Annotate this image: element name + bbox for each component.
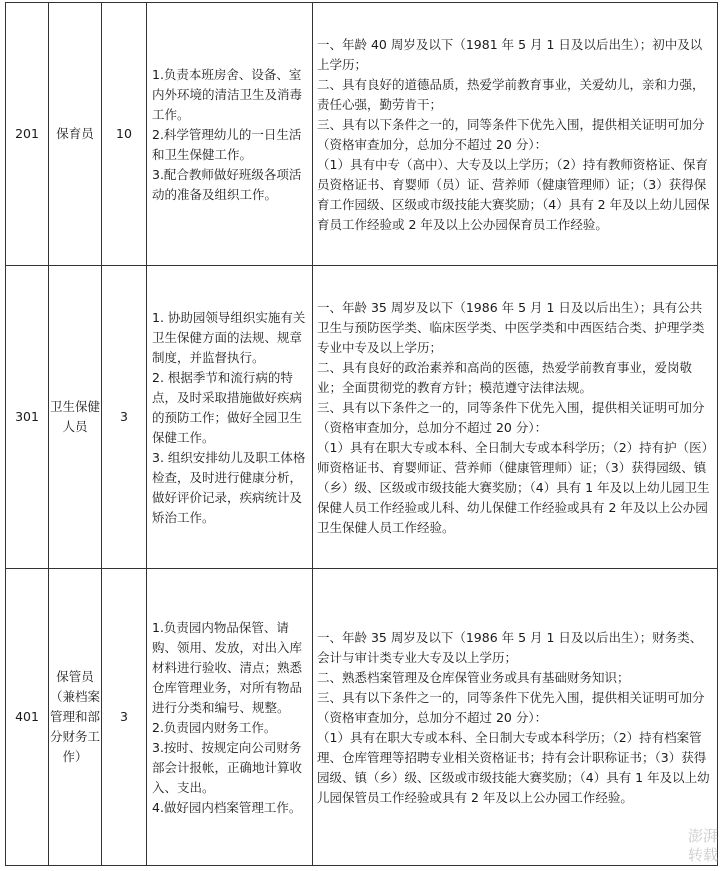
position-name: 卫生保健人员: [49, 266, 102, 569]
watermark-line-1: 澎湃: [687, 827, 718, 845]
job-duties-text: 1.负责本班房舍、设备、室内外环境的清洁卫生及消毒工作。 2.科学管理幼儿的一日生活和卫生保健工作。 3.配合教师做好班级各项活动的准备及组织工作。: [152, 66, 303, 202]
position-code: 201: [6, 3, 49, 266]
hiring-count: 10: [102, 3, 147, 266]
job-duties-text: 1. 协助园领导组织实施有关卫生保健方面的法规、规章制度，并监督执行。 2. 根据季节和流行病的特点，及时采取措施做好疾病的预防工作；做好全园卫生保健工作。 3. 组织安排幼儿及职工体格检查，及时进行健康分析，做好评价记录，疾病统计及矫治工作。: [152, 309, 306, 525]
position-code: 401: [6, 569, 49, 866]
hiring-count: 3: [102, 569, 147, 866]
position-code: 301: [6, 266, 49, 569]
job-requirements: [313, 266, 718, 569]
job-requirements-table: [5, 2, 718, 866]
watermark-line-2: 转载: [687, 846, 718, 864]
job-requirements-text: 一、年龄 35 周岁及以下（1986 年 5 月 1 日及以后出生）；财务类、会计与审计类专业大专及以上学历； 二、熟悉档案管理及仓库保管业务或具有基础财务知识； 三、具有以下条件之一的，同等条件下优先入围，提供相关证明可加分（资格审查加分，总加分不超过 20 分）： （1）具有在职大专或本科、全日制大专或本科学历；（2）持有档案管理、仓库管理等招聘专业相关资格证书；持有会计职称证书；（3）获得园级、镇（乡）级、区级或市级技能大赛奖励；（4）具有 1 年及以上幼儿园保管员工作经验或具有 2 年及以上公办园工作经验。: [317, 629, 710, 805]
watermark: [688, 827, 718, 865]
job-duties-text: 1.负责园内物品保管、请购、领用、发放，对出入库材料进行验收、清点；熟悉仓库管理业务，对所有物品进行分类和编号、规整。 2.负责园内财务工作。 3.按时、按规定向公司财务部会计报帐，正确地计算收入、支出。 4.做好园内档案管理工作。: [152, 619, 303, 815]
hiring-count: 3: [102, 266, 147, 569]
job-duties: [147, 3, 313, 266]
job-requirements-text: 一、年龄 40 周岁及以下（1981 年 5 月 1 日及以后出生）；初中及以上学历； 二、具有良好的道德品质，热爱学前教育事业，关爱幼儿，亲和力强，责任心强，勤劳肯干； 三、具有以下条件之一的，同等条件下优先入围，提供相关证明可加分（资格审查加分，总加分不超过 20 分）： （1）具有中专（高中）、大专及以上学历；（2）持有教师资格证、保育员资格证书、育婴师（员）证、营养师（健康管理师）证；（3）获得保育工作园级、区级或市级技能大赛奖励；（4）具有 2 年及以上幼儿园保育员工作经验或 2 年及以上公办园保育员工作经验。: [317, 36, 710, 232]
table-row: [6, 266, 718, 569]
job-duties: [147, 569, 313, 866]
job-requirements-text: 一、年龄 35 周岁及以下（1986 年 5 月 1 日及以后出生）；具有公共卫生与预防医学类、临床医学类、中医学类和中西医结合类、护理学类专业中专及以上学历； 二、具有良好的政治素养和高尚的医德，热爱学前教育事业，爱岗敬业；全面贯彻党的教育方针；模范遵守法律法规。 三、具有以下条件之一的，同等条件下优先入围，提供相关证明可加分（资格审查加分，总加分不超过 20 分）： （1）具有在职大专或本科、全日制大专或本科学历；（2）持有护（医）师资格证书、育婴师证、营养师（健康管理师）证；（3）获得园级、镇（乡）级、区级或市级技能大赛奖励；（4）具有 1 年及以上幼儿园卫生保健人员工作经验或儿科、幼儿保健工作经验或具有 2 年及以上公办园卫生保健人员工作经验。: [317, 299, 710, 535]
position-name: 保管员（兼档案管理和部分财务工作）: [49, 569, 102, 866]
table-row: [6, 569, 718, 866]
table-row: [6, 3, 718, 266]
job-duties: [147, 266, 313, 569]
job-requirements: [313, 569, 718, 866]
job-requirements: [313, 3, 718, 266]
position-name: 保育员: [49, 3, 102, 266]
